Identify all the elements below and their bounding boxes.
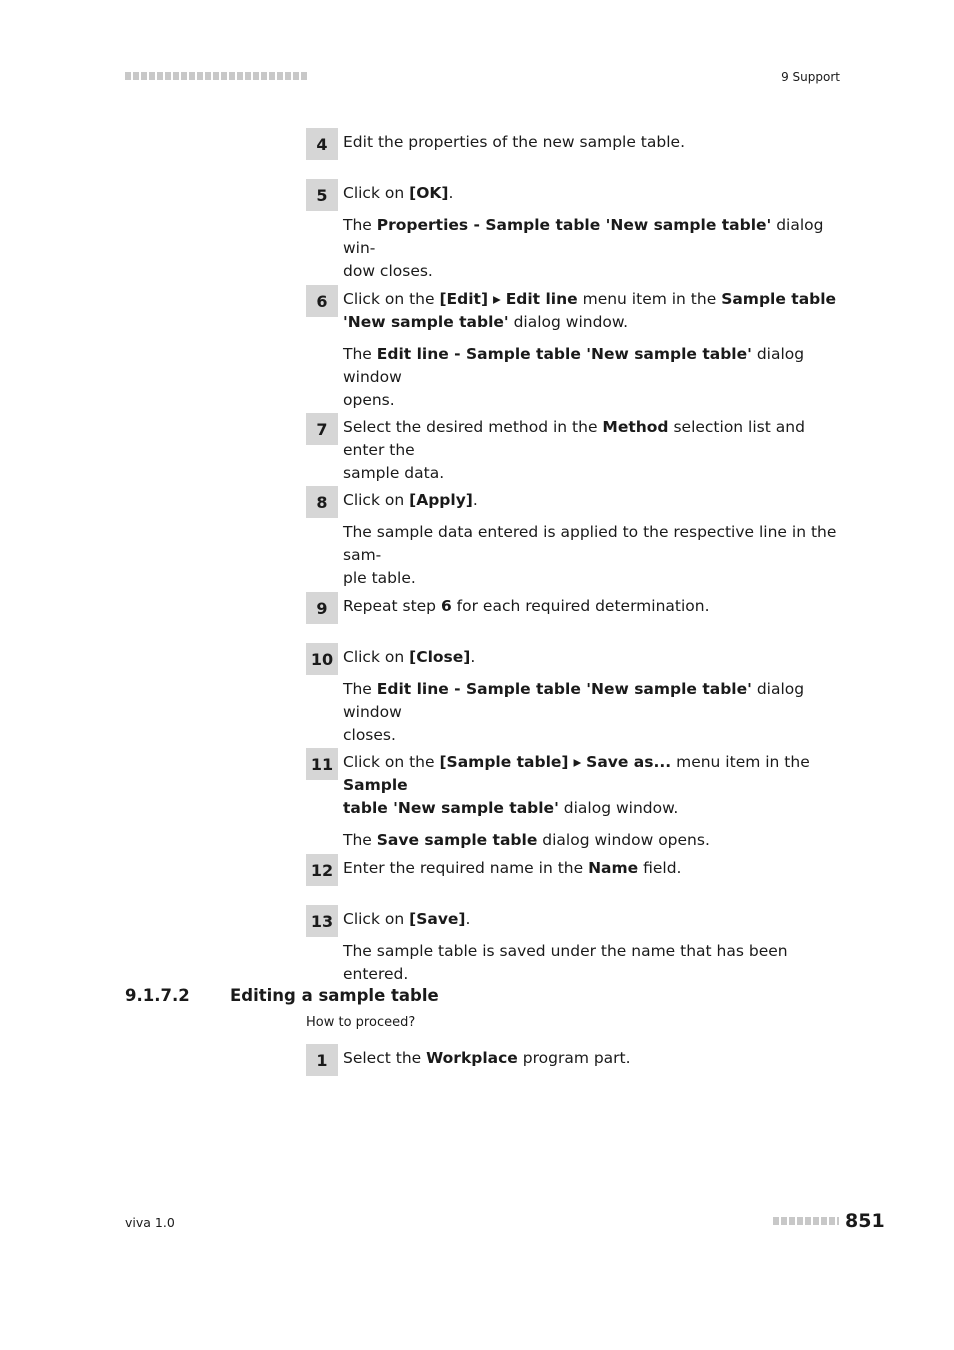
- step-8: [306, 486, 846, 590]
- step-number: 1: [306, 1044, 338, 1076]
- step-10: [306, 643, 846, 747]
- step-text: Click on [Apply].: [343, 491, 478, 509]
- step-result: The sample data entered is applied to the respective line in the sam- ple table.: [343, 523, 837, 587]
- step-7: [306, 413, 846, 485]
- step-result: The Edit line - Sample table 'New sample table' dialog window opens.: [343, 345, 805, 409]
- page-number: 851: [845, 1210, 885, 1232]
- step-text: Click on the [Sample table] ▸ Save as... menu item in the Sample table 'New sample table' dialog window.: [343, 753, 810, 817]
- step-1: [306, 1044, 846, 1070]
- header-section-title: 9 Support: [781, 70, 840, 84]
- section-intro: How to proceed?: [306, 1015, 416, 1030]
- footer-decoration: [773, 1217, 839, 1225]
- step-number: 4: [306, 128, 338, 160]
- step-11: [306, 748, 846, 852]
- step-13: [306, 905, 846, 986]
- step-text: Click on [Close].: [343, 648, 476, 666]
- step-text: Select the desired method in the Method selection list and enter the sample data.: [343, 418, 805, 482]
- step-number: 12: [306, 854, 338, 886]
- header-decoration: [125, 72, 307, 80]
- step-number: 11: [306, 748, 338, 780]
- step-text: Select the Workplace program part.: [343, 1049, 631, 1067]
- step-4: [306, 128, 846, 154]
- step-number: 13: [306, 905, 338, 937]
- step-text: Edit the properties of the new sample table.: [343, 133, 685, 151]
- step-text: Click on [Save].: [343, 910, 471, 928]
- step-text: Click on [OK].: [343, 184, 454, 202]
- step-number: 5: [306, 179, 338, 211]
- step-result: The Edit line - Sample table 'New sample table' dialog window closes.: [343, 680, 805, 744]
- footer-product: viva 1.0: [125, 1215, 175, 1230]
- step-9: [306, 592, 846, 618]
- section-title: Editing a sample table: [230, 986, 439, 1005]
- step-result: The sample table is saved under the name that has been entered.: [343, 942, 788, 983]
- step-result: The Properties - Sample table 'New sample table' dialog win- dow closes.: [343, 216, 824, 280]
- step-text: Repeat step 6 for each required determination.: [343, 597, 710, 615]
- step-text: Click on the [Edit] ▸ Edit line menu item in the Sample table 'New sample table' dialog window.: [343, 290, 837, 331]
- step-text: Enter the required name in the Name field.: [343, 859, 682, 877]
- step-5: [306, 179, 846, 283]
- section-number: 9.1.7.2: [125, 986, 190, 1005]
- step-result: The Save sample table dialog window opens.: [343, 831, 710, 849]
- step-number: 8: [306, 486, 338, 518]
- step-number: 7: [306, 413, 338, 445]
- step-number: 10: [306, 643, 338, 675]
- section-heading: [125, 986, 439, 1005]
- step-6: [306, 285, 846, 412]
- step-number: 9: [306, 592, 338, 624]
- step-12: [306, 854, 846, 880]
- step-number: 6: [306, 285, 338, 317]
